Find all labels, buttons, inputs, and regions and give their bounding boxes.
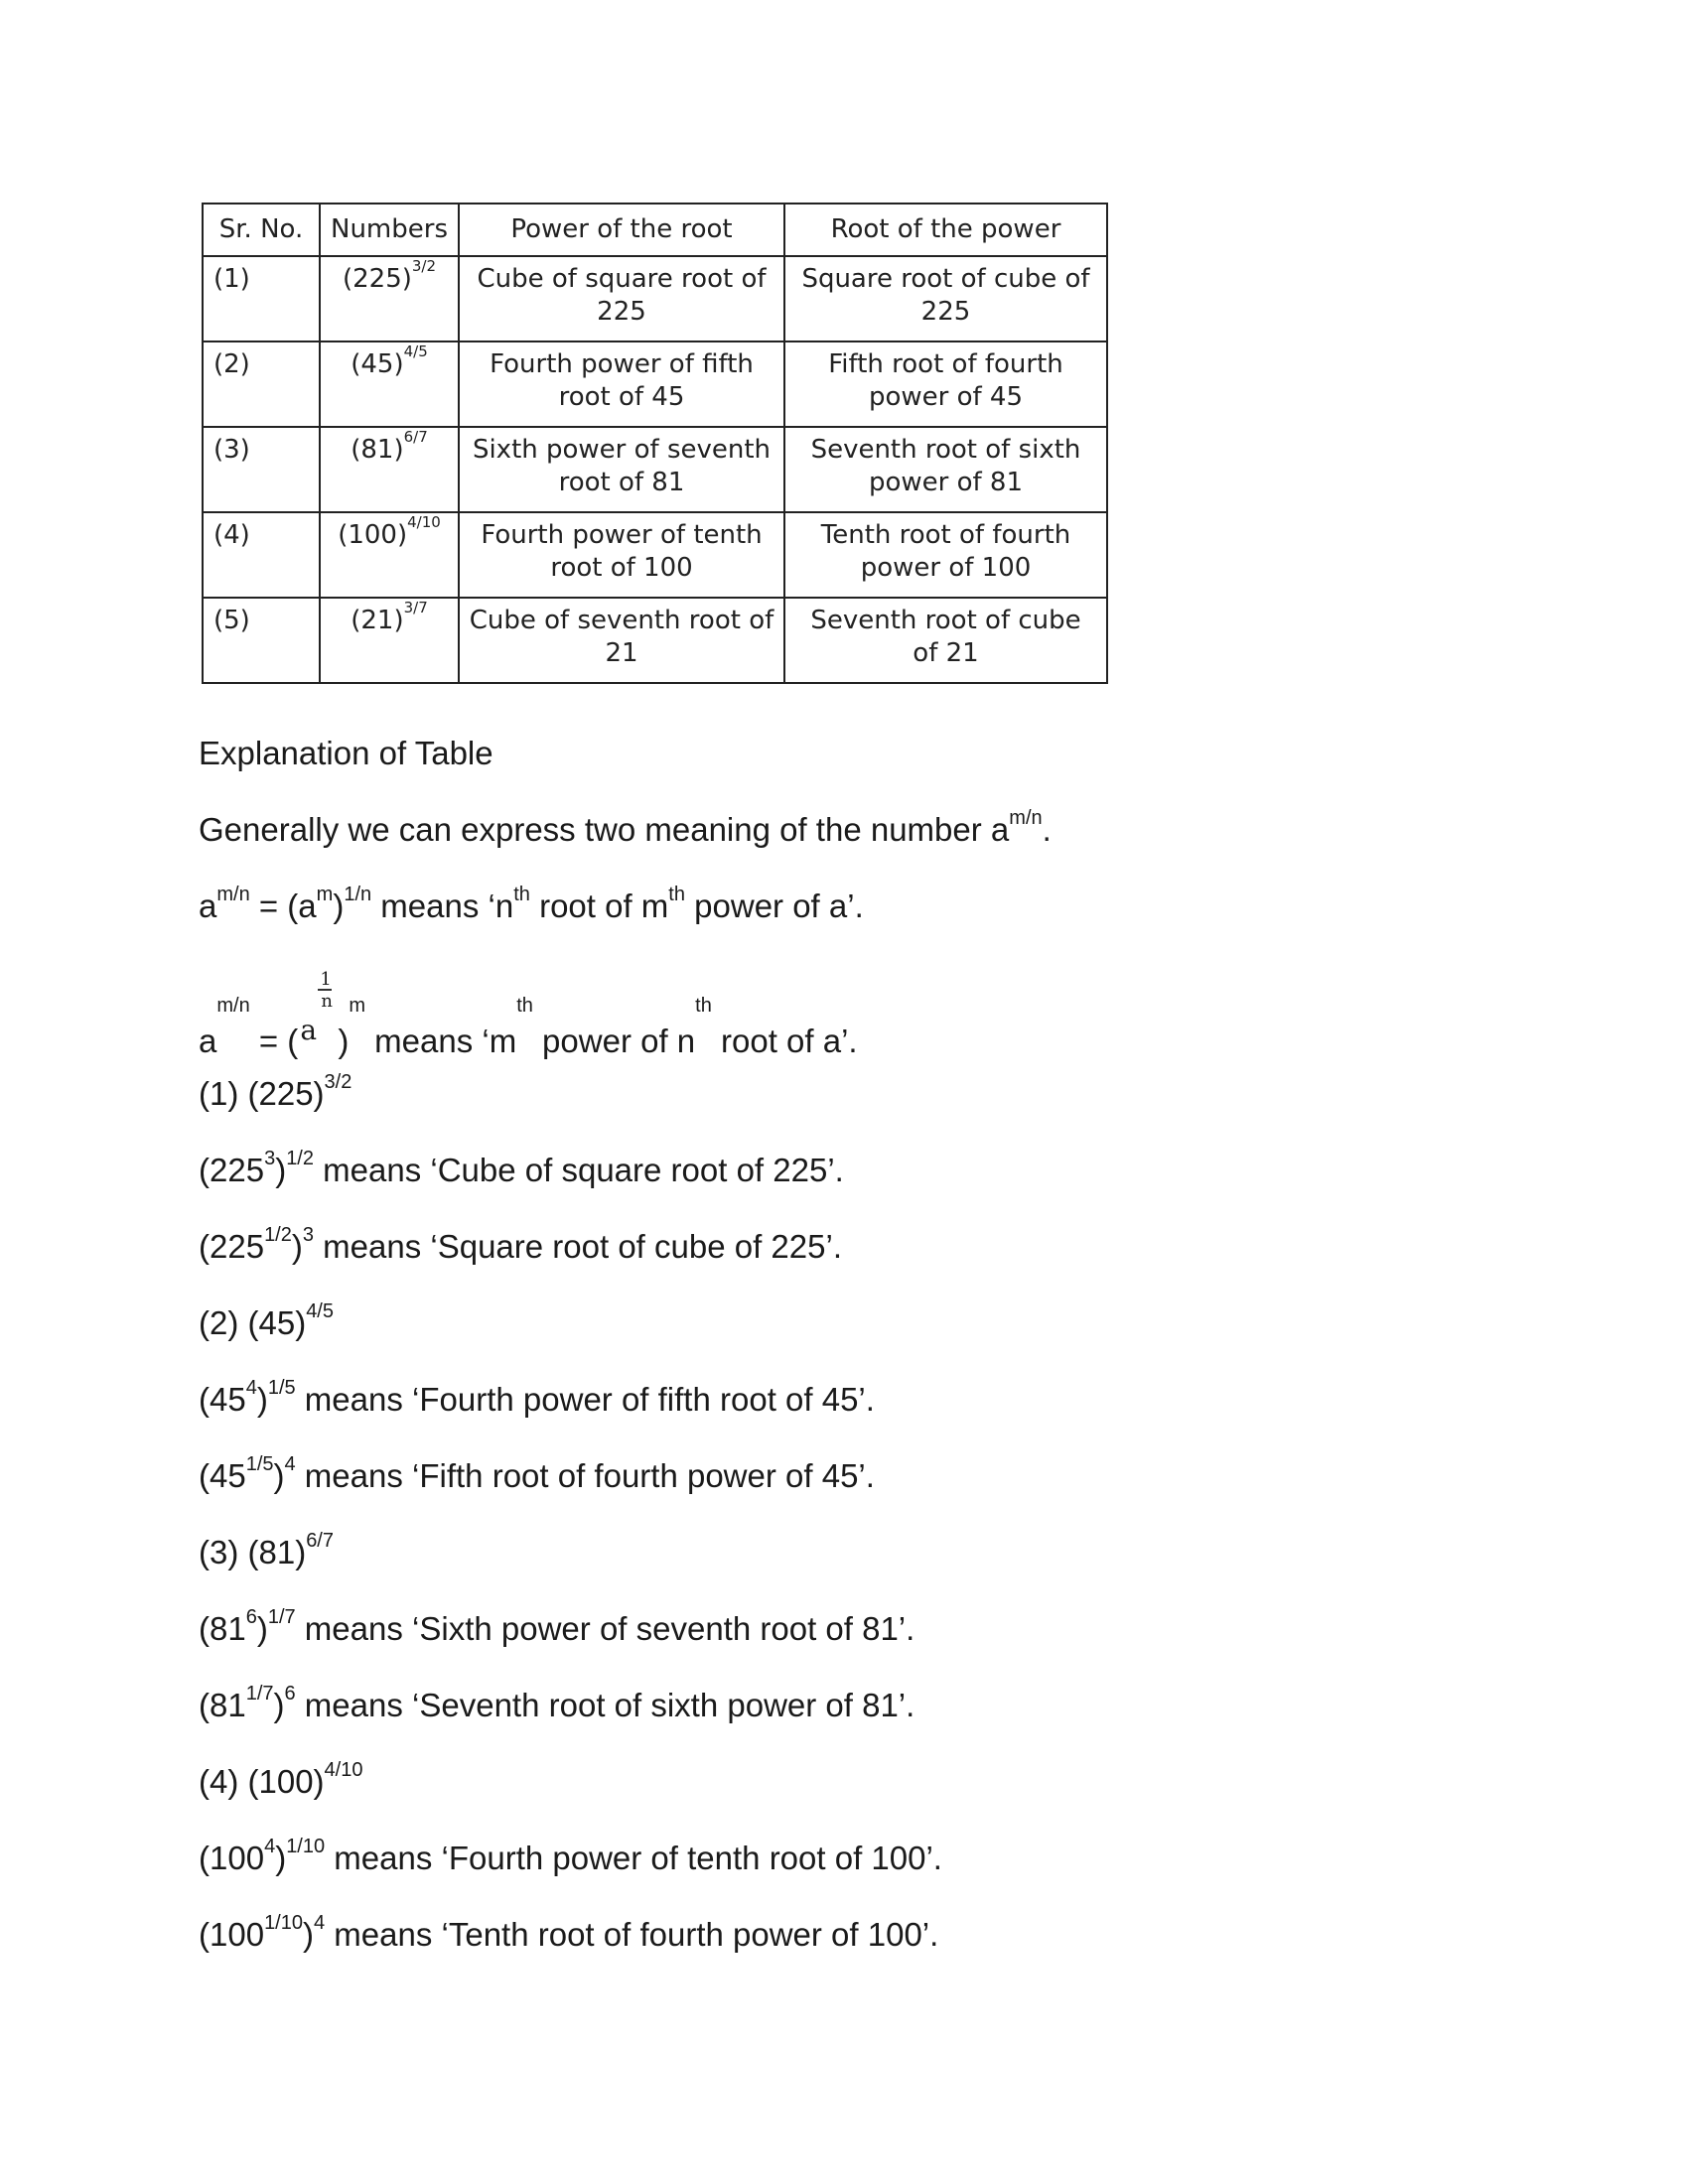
explanation-body xyxy=(199,735,1052,1992)
definition-power-of-root: $a^{m/n}$ = ( a 1 n )$^m$ means ‘$m^{th}$ power of $n^{th}$ root of a’. xyxy=(199,969,858,1059)
number-cell: $(225)^{3/2}$ xyxy=(320,256,459,341)
table-row xyxy=(203,598,1107,683)
header-root-of-power: Root of the power xyxy=(784,204,1107,256)
item-meaning: $(225^3)^{1/2}$ means ‘Cube of square root of 225’. xyxy=(199,1148,844,1188)
table-row xyxy=(203,512,1107,598)
fraction-exponent-image: a 1 n xyxy=(300,969,333,1046)
sr-no-cell: (4) xyxy=(203,512,320,598)
item-meaning: $(81^{1/7})^6$ means ‘Seventh root of sixth power of 81’. xyxy=(199,1683,915,1723)
table-row xyxy=(203,341,1107,427)
root-of-power-cell: Seventh root of sixth power of 81 xyxy=(784,427,1107,512)
sr-no-cell: (1) xyxy=(203,256,320,341)
number-cell: $(21)^{3/7}$ xyxy=(320,598,459,683)
roots-table-container xyxy=(202,203,1108,684)
power-of-root-cell: Fourth power of tenth root of 100 xyxy=(459,512,784,598)
item-meaning: $(100^4)^{1/10}$ means ‘Fourth power of tenth root of 100’. xyxy=(199,1836,942,1876)
power-of-root-cell: Sixth power of seventh root of 81 xyxy=(459,427,784,512)
number-cell: $(81)^{6/7}$ xyxy=(320,427,459,512)
item-title: (4) $(100)^{4/10}$ xyxy=(199,1759,363,1800)
item-title: (2) $(45)^{4/5}$ xyxy=(199,1300,334,1341)
root-of-power-cell: Tenth root of fourth power of 100 xyxy=(784,512,1107,598)
roots-table xyxy=(202,203,1108,684)
item-title: (1) $(225)^{3/2}$ xyxy=(199,1071,352,1112)
number-cell: $(45)^{4/5}$ xyxy=(320,341,459,427)
table-row xyxy=(203,256,1107,341)
explanation-heading: Explanation of Table xyxy=(199,735,493,771)
power-of-root-cell: Cube of square root of 225 xyxy=(459,256,784,341)
root-of-power-cell: Square root of cube of 225 xyxy=(784,256,1107,341)
power-of-root-cell: Fourth power of fifth root of 45 xyxy=(459,341,784,427)
sr-no-cell: (2) xyxy=(203,341,320,427)
item-meaning: $(45^{1/5})^4$ means ‘Fifth root of fourth power of 45’. xyxy=(199,1453,875,1494)
root-of-power-cell: Fifth root of fourth power of 45 xyxy=(784,341,1107,427)
item-meaning: $(45^4)^{1/5}$ means ‘Fourth power of fifth root of 45’. xyxy=(199,1377,875,1418)
item-meaning: $(81^6)^{1/7}$ means ‘Sixth power of seventh root of 81’. xyxy=(199,1606,915,1647)
root-of-power-cell: Seventh root of cube of 21 xyxy=(784,598,1107,683)
definition-root-of-power: $a^{m/n} = (a^m)^{1/n}$ means ‘$n^{th}$ root of $m^{th}$ power of a’. xyxy=(199,884,864,924)
table-header-row xyxy=(203,204,1107,256)
header-numbers: Numbers xyxy=(320,204,459,256)
general-statement: Generally we can express two meaning of the number $a^{m/n}$. xyxy=(199,807,1052,848)
item-title: (3) $(81)^{6/7}$ xyxy=(199,1530,334,1570)
sr-no-cell: (3) xyxy=(203,427,320,512)
table-row xyxy=(203,427,1107,512)
item-meaning: $(100^{1/10})^4$ means ‘Tenth root of fourth power of 100’. xyxy=(199,1912,939,1953)
item-meaning: $(225^{1/2})^3$ means ‘Square root of cube of 225’. xyxy=(199,1224,842,1265)
sr-no-cell: (5) xyxy=(203,598,320,683)
header-power-of-root: Power of the root xyxy=(459,204,784,256)
number-cell: $(100)^{4/10}$ xyxy=(320,512,459,598)
power-of-root-cell: Cube of seventh root of 21 xyxy=(459,598,784,683)
header-sr-no: Sr. No. xyxy=(203,204,320,256)
